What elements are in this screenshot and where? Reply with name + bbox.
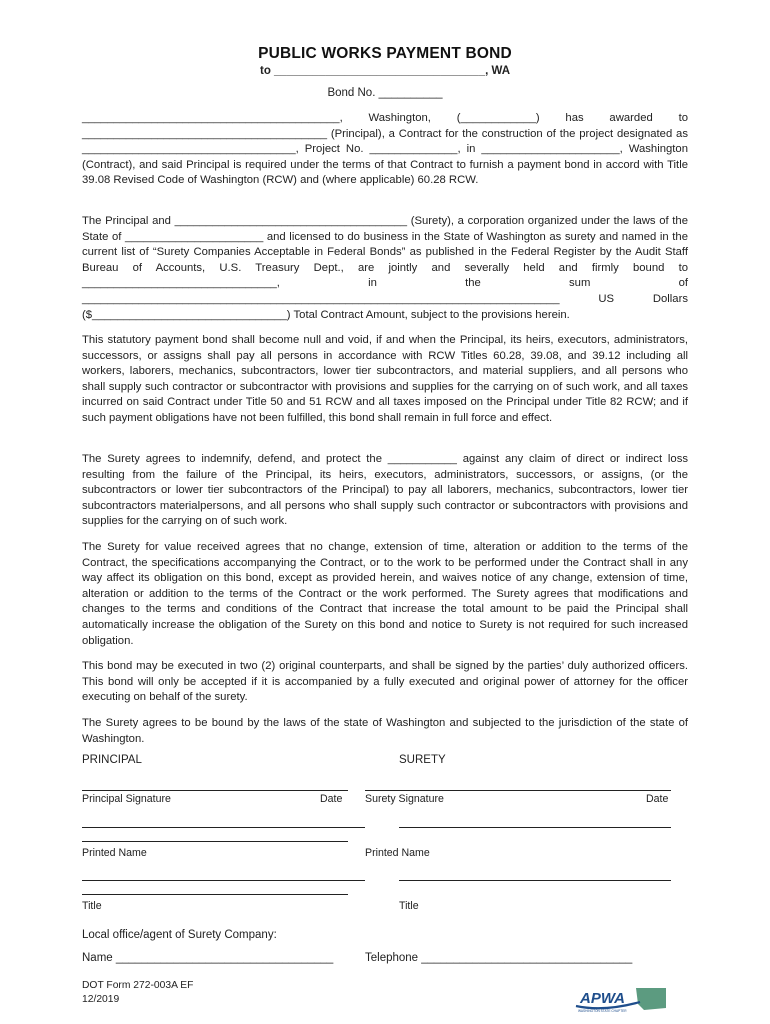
paragraph-counterparts: This bond may be executed in two (2) original counterparts, and shall be signed by the parties’ duly authorized officers. This bond will only be accepted if it is accompanied by a fully executed and original power of attorney for the officer executing on behalf of the surety. (82, 660, 688, 704)
surety-printed-name-line[interactable] (399, 827, 671, 828)
principal-date-line[interactable] (320, 790, 346, 791)
surety-agent-heading: Local office/agent of Surety Company: (82, 929, 277, 941)
surety-date-label: Date (646, 793, 669, 805)
principal-printed-name-label: Printed Name (82, 847, 147, 859)
principal-title-label: Title (82, 900, 102, 912)
form-date: 12/2019 (82, 994, 120, 1005)
principal-signature-label: Principal Signature (82, 793, 171, 805)
principal-date-label: Date (320, 793, 343, 805)
principal-printed-name-line-1[interactable] (82, 827, 365, 828)
document-page (82, 0, 688, 1024)
surety-title-label: Title (399, 900, 419, 912)
paragraph-modifications: The Surety for value received agrees that no change, extension of time, alteration or addition to the terms of the Contract, the specifications accompanying the Contract, or to the work to be performed under the Contract shall in any way affect its obligation on this bond, except as provided herein, and waives notice of any change, extension of time, alteration or addition to the terms of the Contract or the work performed. The Surety agrees that modifications and changes to the terms and conditions of the Contract that increase the total amount to be paid the Principal shall automatically increase the obligation of the Surety on this bond and notice to Surety is not required for such increased obligation. (82, 541, 688, 647)
agent-name-line[interactable]: Name __________________________________ (82, 952, 334, 964)
logo-state-shape (636, 988, 666, 1010)
paragraph-statutory: This statutory payment bond shall become null and void, if and when the Principal, its heirs, executors, administrators, successors, or assigns shall pay all persons in accordance with RCW Titles 60.28, 39.08, and 39.12 including all workers, laborers, mechanics, subcontractors, lower tier subcontractors, and material suppliers, and all persons who shall supply such contractor or subcontractor with provisions and supplies for the carrying on of such work, and all taxes incurred on said Contract under Title 50 and 51 RCW and all taxes imposed on the Principal under Title 82 RCW; and if such payment obligations have not been fulfilled, this bond shall remain in full force and effect. (82, 334, 688, 424)
principal-signature-line[interactable] (82, 790, 348, 791)
surety-signature-label: Surety Signature (365, 793, 444, 805)
paragraph-principal-surety: The Principal and _____________________________________ (Surety), a corporation organized under the laws of the State of ______________________ and licensed to do business in the State of Washington as surety and named in the current list of “Surety Companies Acceptable in Federal Bonds” as published in the Federal Register by the Audit Staff Bureau of Accounts, U.S. Treasury Dept., are jointly and severally held and firmly bound to _______________________________, in the sum of ____________________________________________________________________________ US Dollars ($_______________________________) Total Contract Amount, subject to the provisions herein. (82, 215, 688, 321)
surety-heading: SURETY (399, 754, 446, 766)
paragraph-award: _________________________________________, Washington, (____________) has awarded to _______________________________________ (Principal), a Contract for the construction of the project designated as __________________________________, Project No. ______________, in ______________________, Washington (Contract), and said Principal is required under the terms of that Contract to furnish a payment bond in accord with Title 39.08 Revised Code of Washington (RCW) and (where applicable) 60.28 RCW. (82, 112, 688, 187)
to-line: to _________________________________, WA (259, 65, 511, 77)
principal-heading: PRINCIPAL (82, 754, 142, 766)
paragraph-jurisdiction: The Surety agrees to be bound by the laws of the state of Washington and subjected to the jurisdiction of the state of Washington. (82, 717, 688, 745)
surety-title-line[interactable] (399, 880, 671, 881)
principal-printed-name-line-2[interactable] (82, 841, 348, 842)
surety-printed-name-label: Printed Name (365, 847, 430, 859)
apwa-logo (574, 982, 670, 1014)
principal-title-line-2[interactable] (82, 894, 348, 895)
document-title: PUBLIC WORKS PAYMENT BOND (258, 45, 512, 62)
bond-number-line: Bond No. __________ (327, 87, 443, 99)
form-number: DOT Form 272-003A EF (82, 980, 194, 991)
agent-telephone-line[interactable]: Telephone _________________________________ (365, 952, 633, 964)
logo-wordmark: APWA (580, 990, 625, 1007)
principal-title-line-1[interactable] (82, 880, 365, 881)
surety-signature-line[interactable] (365, 790, 671, 791)
logo-subtext: WASHINGTON STATE CHAPTER (578, 1009, 627, 1013)
paragraph-indemnify: The Surety agrees to indemnify, defend, and protect the ___________ against any claim of direct or indirect loss resulting from the failure of the Principal, its heirs, executors, administrators, successors, or assigns, (or the subcontractors or lower tier subcontractors of the Principal) to pay all laborers, mechanics, subcontractors, lower tier subcontractors materialpersons, and all persons who shall supply such contractor or subcontractors with provisions and supplies for the carrying on of such work. (82, 453, 688, 528)
